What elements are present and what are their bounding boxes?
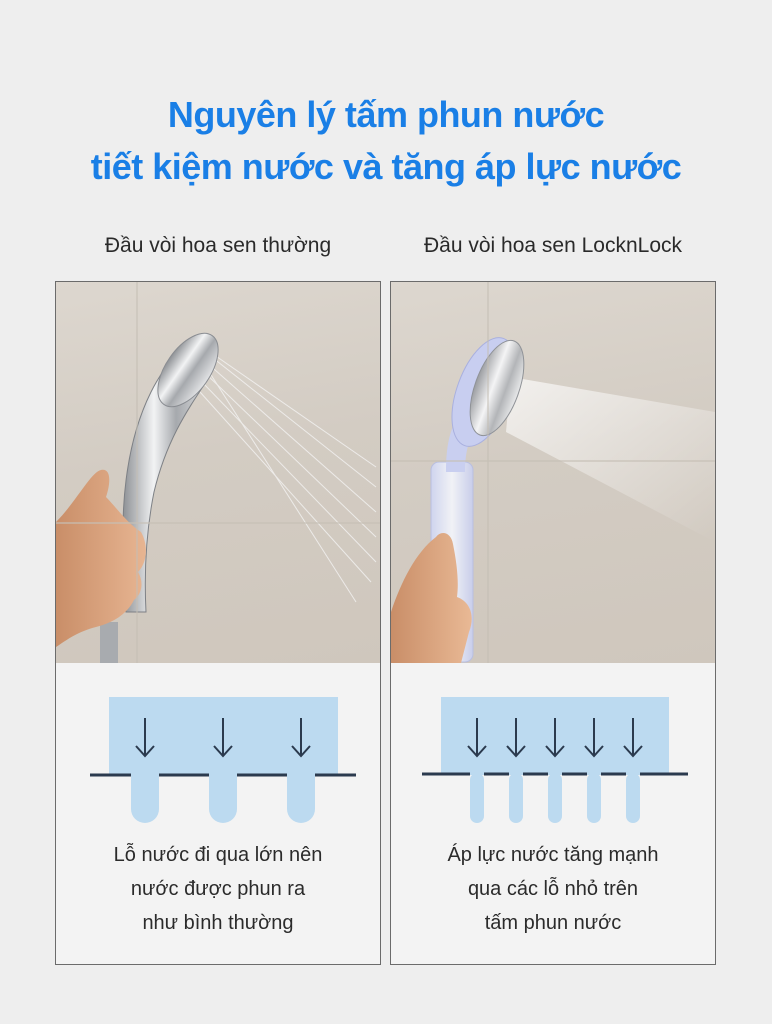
label-locknlock-shower: Đầu vòi hoa sen LocknLock: [424, 234, 682, 257]
small-holes-diagram: [391, 663, 715, 823]
regular-shower-panel: [55, 281, 381, 965]
large-holes-diagram: [56, 663, 380, 823]
label-regular-shower: Đầu vòi hoa sen thường: [104, 234, 332, 257]
page-title-line-2: tiết kiệm nước và tăng áp lực nước: [90, 146, 682, 187]
locknlock-shower-photo: [391, 282, 715, 663]
filter-shower-head-illustration: [391, 282, 715, 663]
locknlock-shower-panel: [390, 281, 716, 965]
shower-head-illustration: [56, 282, 380, 663]
regular-shower-caption: Lỗ nước đi qua lớn nên nước được phun ra như bình thường: [113, 844, 323, 934]
locknlock-shower-caption: Áp lực nước tăng mạnh qua các lỗ nhỏ trên tấm phun nước: [447, 844, 659, 934]
regular-shower-photo: [56, 282, 380, 663]
page-title-line-1: Nguyên lý tấm phun nước: [167, 94, 605, 135]
